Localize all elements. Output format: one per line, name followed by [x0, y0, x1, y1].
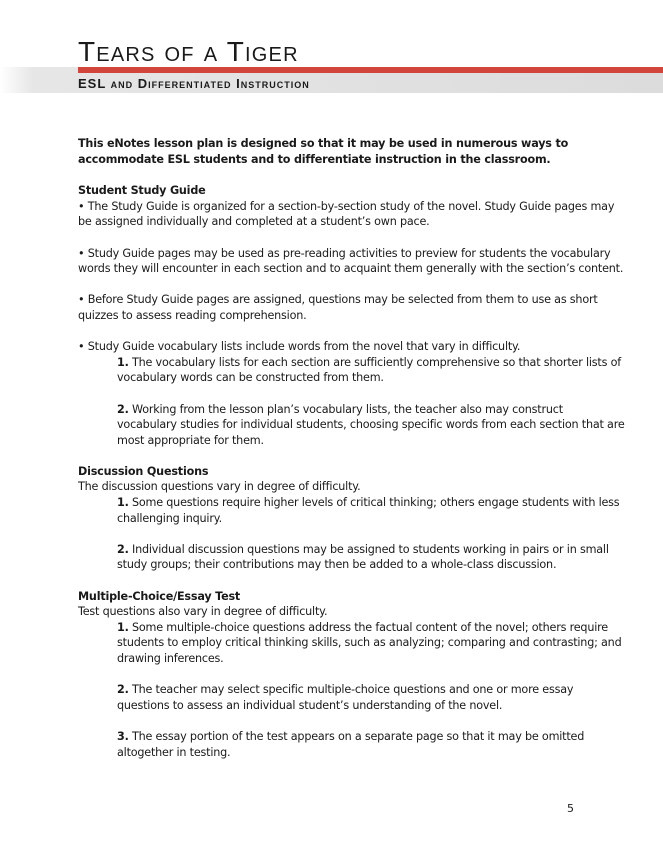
test-sub-item [78, 682, 626, 713]
discussion-sub-item [78, 495, 626, 526]
page-subtitle: ESL and Differentiated Instruction [78, 76, 310, 91]
item-number: 1. [117, 355, 129, 369]
item-text: Some questions require higher levels of critical thinking; others engage students with less challenging inquiry. [117, 496, 620, 525]
page-number: 5 [567, 802, 574, 815]
intro-paragraph: This eNotes lesson plan is designed so that it may be used in numerous ways to accommodate ESL students and to differentiate instruction in the classroom. [78, 137, 569, 166]
item-text: The teacher may select specific multiple-choice questions and one or more essay questions to assess an individual student’s understanding of the novel. [117, 683, 574, 712]
test-sub-item [78, 729, 626, 760]
item-text: Individual discussion questions may be assigned to students working in pairs or in small study groups; their contributions may then be added to a whole-class discussion. [117, 542, 609, 572]
test-heading: Multiple-Choice/Essay Test [78, 589, 241, 603]
header-red-rule [78, 67, 663, 73]
item-number: 3. [117, 729, 129, 743]
item-number: 2. [117, 402, 129, 416]
study-guide-bullet: • Study Guide vocabulary lists include words from the novel that vary in difficulty. [78, 340, 521, 354]
item-text: Some multiple-choice questions address the factual content of the novel; others require students to employ critical thinking skills, such as analyzing; comparing and contrasting; and drawing inferences. [117, 620, 622, 665]
test-intro: Test questions also vary in degree of difficulty. [78, 605, 328, 619]
study-guide-sub-item [78, 402, 626, 449]
discussion-heading: Discussion Questions [78, 464, 209, 478]
item-number: 1. [117, 620, 129, 634]
item-text: The vocabulary lists for each section are sufficiently comprehensive so that shorter lists of vocabulary words can be constructed from them. [117, 355, 621, 385]
item-number: 2. [117, 683, 129, 697]
item-text: The essay portion of the test appears on a separate page so that it may be omitted altogether in testing. [117, 729, 585, 759]
study-guide-bullet: • The Study Guide is organized for a section-by-section study of the novel. Study Guide pages may be assigned individually and completed at a student’s own pace. [78, 199, 615, 229]
test-sub-item [78, 620, 626, 667]
item-number: 2. [117, 542, 129, 556]
discussion-sub-item [78, 542, 626, 573]
document-body [78, 136, 626, 760]
study-guide-bullet: • Study Guide pages may be used as pre-reading activities to preview for students the vocabulary words they will encounter in each section and to acquaint them generally with the section’s content. [78, 246, 624, 276]
discussion-intro: The discussion questions vary in degree of difficulty. [78, 480, 361, 494]
study-guide-bullet: • Before Study Guide pages are assigned, questions may be selected from them to use as short quizzes to assess reading comprehension. [78, 293, 598, 322]
study-guide-heading: Student Study Guide [78, 184, 206, 198]
item-number: 1. [117, 496, 129, 510]
page-title: Tears of a Tiger [78, 36, 299, 67]
item-text: Working from the lesson plan’s vocabulary lists, the teacher also may construct vocabulary studies for individual students, choosing specific words from each section that are most appropriate for them. [117, 402, 625, 447]
study-guide-sub-item [78, 355, 626, 386]
